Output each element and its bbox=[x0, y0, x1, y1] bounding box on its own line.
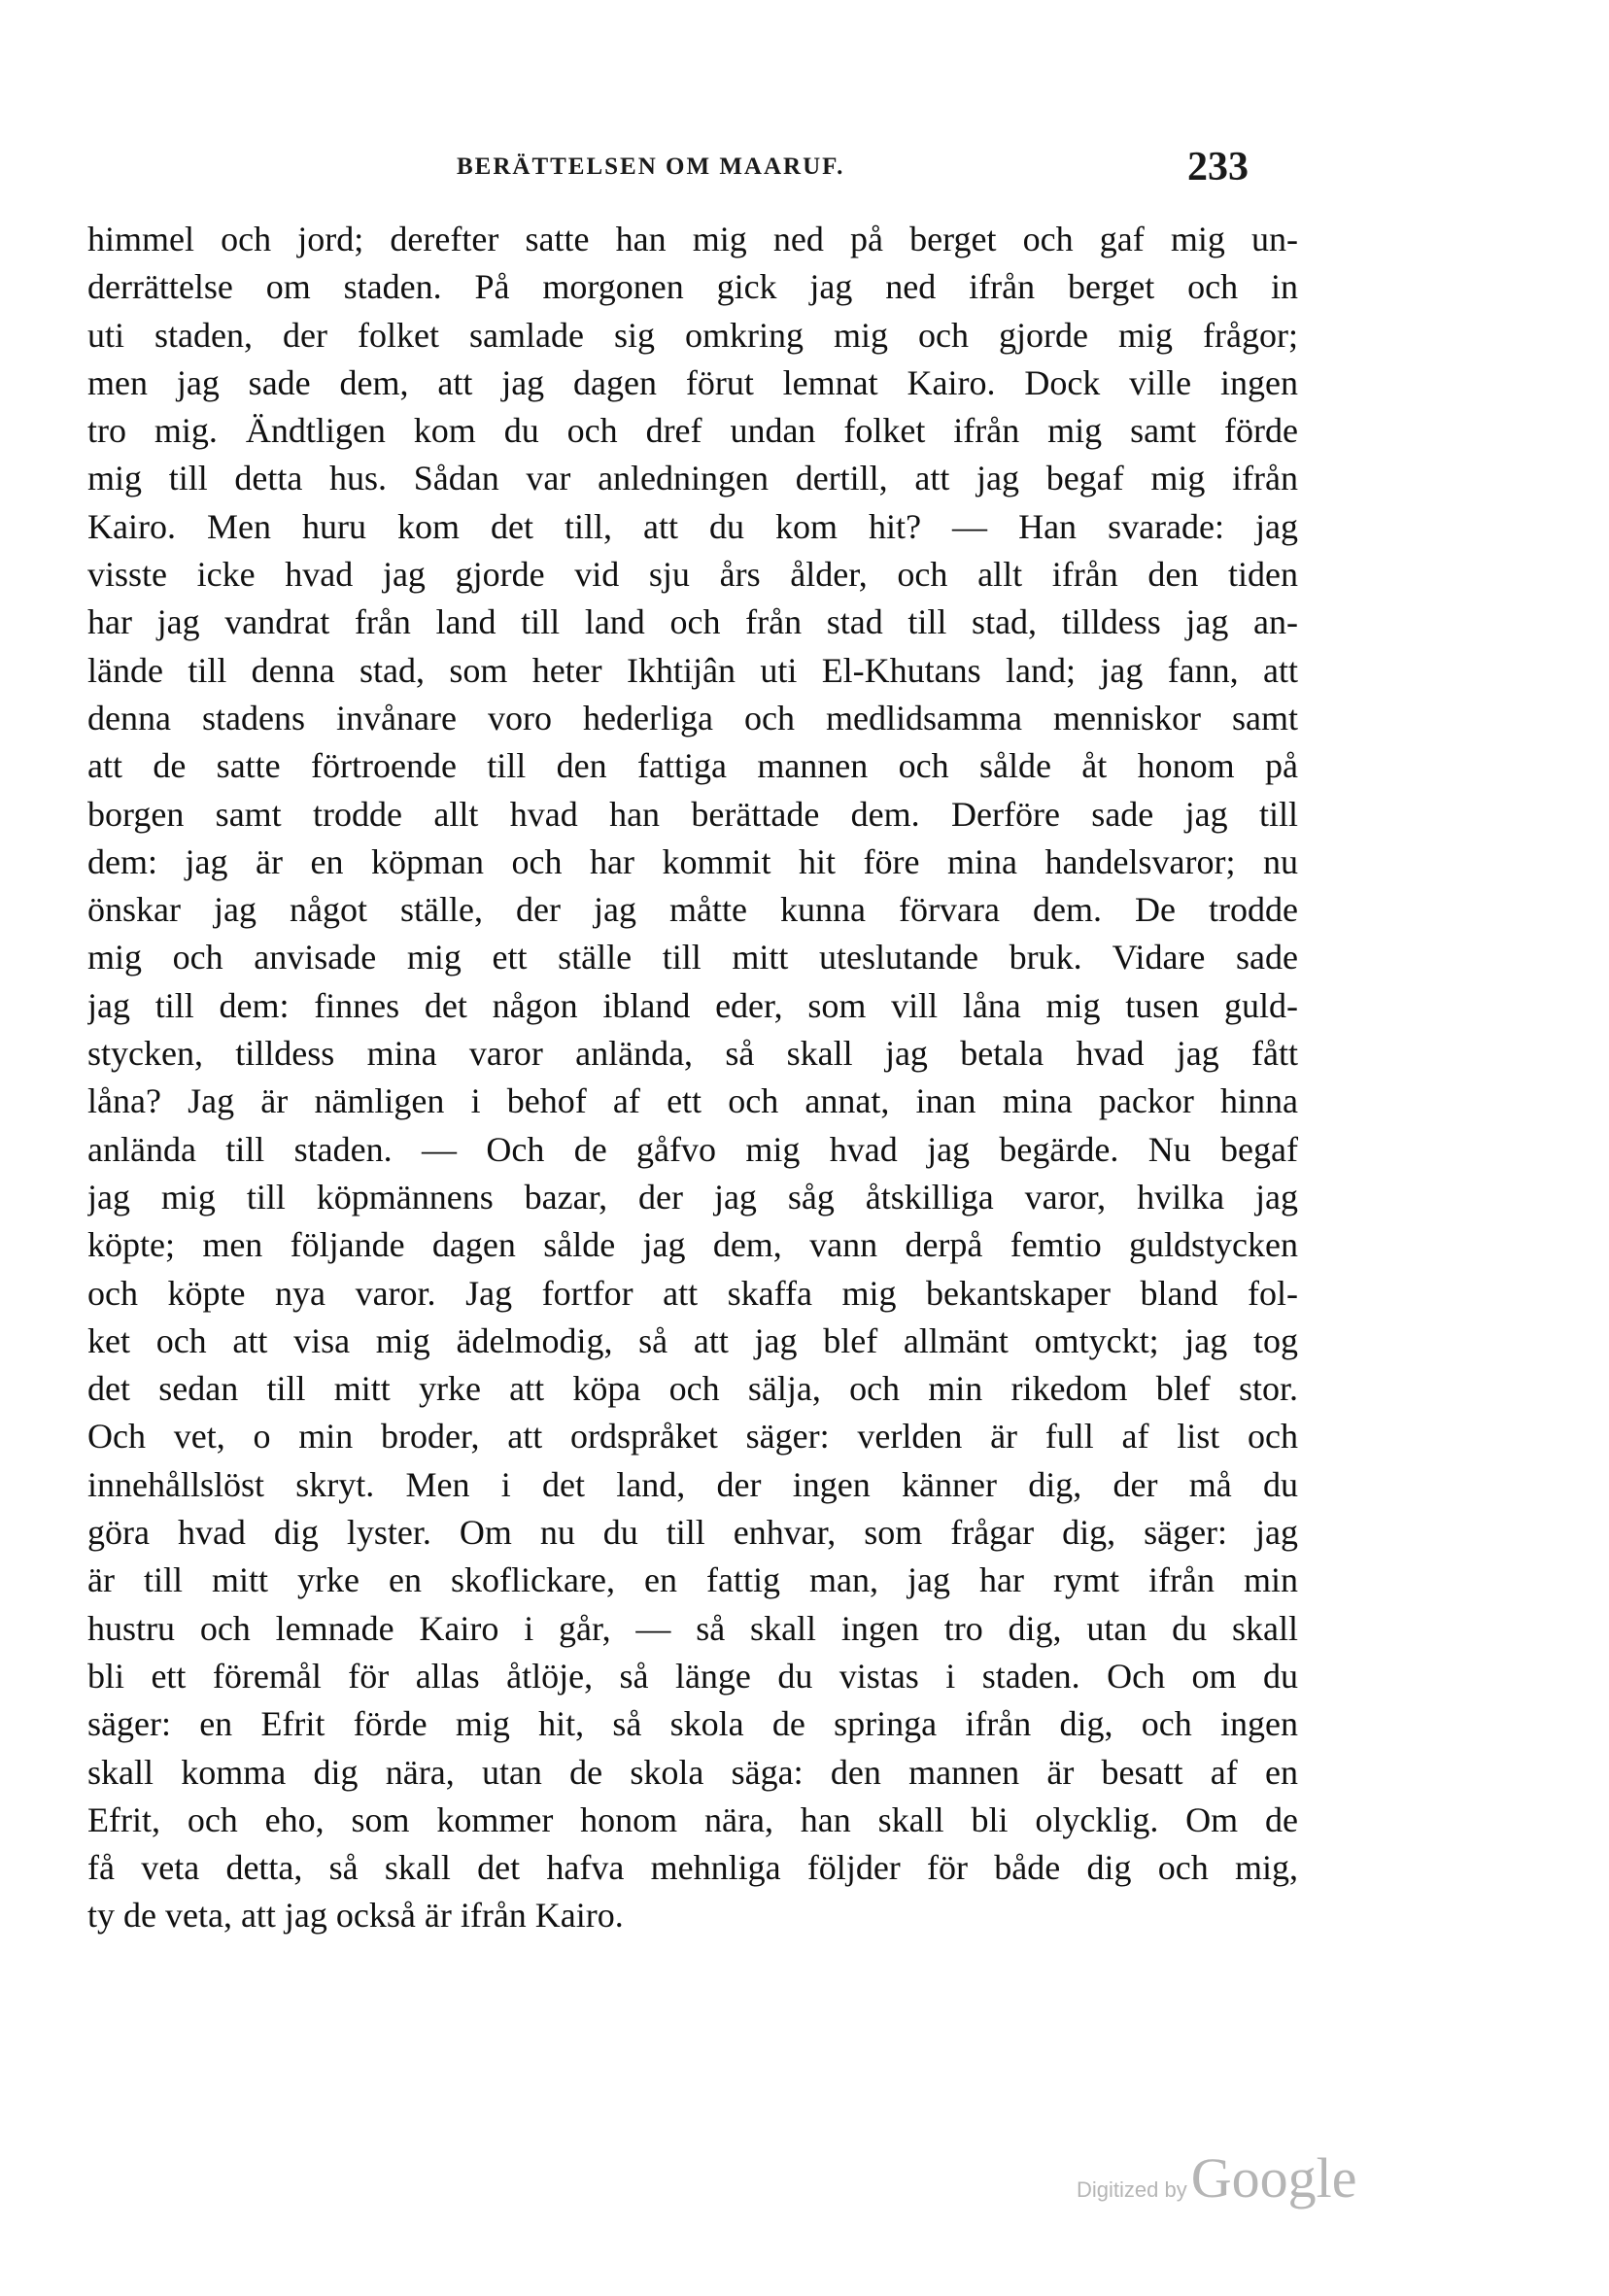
text-line: bli ett föremål för allas åtlöje, så länge du vistas i staden. Och om du bbox=[87, 1656, 1298, 1696]
text-line: skall komma dig nära, utan de skola säga: den mannen är besatt af en bbox=[87, 1752, 1298, 1792]
text-line: att de satte förtroende till den fattiga mannen och sålde åt honom på bbox=[87, 746, 1298, 786]
digitized-by-watermark bbox=[1077, 2145, 1356, 2210]
text-line: önskar jag något ställe, der jag måtte kunna förvara dem. De trodde bbox=[87, 890, 1298, 930]
running-title: BERÄTTELSEN OM MAARUF. bbox=[457, 154, 845, 180]
text-line: Kairo. Men huru kom det till, att du kom hit? — Han svarade: jag bbox=[87, 506, 1298, 546]
text-line: säger: en Efrit förde mig hit, så skola de springa ifrån dig, och ingen bbox=[87, 1704, 1298, 1744]
watermark-brand: Google bbox=[1190, 2146, 1357, 2210]
text-line: få veta detta, så skall det hafva mehnliga följder för både dig och mig, bbox=[87, 1848, 1298, 1888]
text-line: Och vet, o min broder, att ordspråket säger: verlden är full af list och bbox=[87, 1417, 1298, 1456]
page-number: 233 bbox=[1187, 145, 1249, 189]
text-line: köpte; men följande dagen sålde jag dem, vann derpå femtio guldstycken bbox=[87, 1225, 1298, 1265]
text-line: har jag vandrat från land till land och från stad till stad, tilldess jag an- bbox=[87, 602, 1298, 642]
text-line: visste icke hvad jag gjorde vid sju års ålder, och allt ifrån den tiden bbox=[87, 555, 1298, 595]
text-line: göra hvad dig lyster. Om nu du till enhvar, som frågar dig, säger: jag bbox=[87, 1513, 1298, 1553]
text-line: uti staden, der folket samlade sig omkring mig och gjorde mig frågor; bbox=[87, 315, 1298, 355]
text-line: men jag sade dem, att jag dagen förut lemnat Kairo. Dock ville ingen bbox=[87, 362, 1298, 402]
text-line: borgen samt trodde allt hvad han berättade dem. Derföre sade jag till bbox=[87, 794, 1298, 834]
text-line: anlända till staden. — Och de gåfvo mig hvad jag begärde. Nu begaf bbox=[87, 1129, 1298, 1169]
text-line: himmel och jord; derefter satte han mig ned på berget och gaf mig un- bbox=[87, 220, 1298, 258]
body-text bbox=[87, 216, 1298, 1940]
text-line: låna? Jag är nämligen i behof af ett och annat, inan mina packor hinna bbox=[87, 1081, 1298, 1121]
text-line: stycken, tilldess mina varor anlända, så skall jag betala hvad jag fått bbox=[87, 1034, 1298, 1074]
text-line: lände till denna stad, som heter Ikhtijân uti El-Khutans land; jag fann, att bbox=[87, 650, 1298, 690]
text-line: denna stadens invånare voro hederliga och medlidsamma menniskor samt bbox=[87, 698, 1298, 737]
text-line: ket och att visa mig ädelmodig, så att jag blef allmänt omtyckt; jag tog bbox=[87, 1320, 1298, 1360]
watermark-prefix: Digitized by bbox=[1077, 2177, 1187, 2202]
text-line: ty de veta, att jag också är ifrån Kairo. bbox=[87, 1896, 624, 1936]
text-line: jag mig till köpmännens bazar, der jag såg åtskilliga varor, hvilka jag bbox=[87, 1177, 1298, 1217]
text-line: tro mig. Ändtligen kom du och dref undan folket ifrån mig samt förde bbox=[87, 411, 1298, 451]
text-line: mig till detta hus. Sådan var anledningen dertill, att jag begaf mig ifrån bbox=[87, 459, 1298, 498]
text-line: och köpte nya varor. Jag fortfor att skaffa mig bekantskaper bland fol- bbox=[87, 1273, 1298, 1313]
text-line: Efrit, och eho, som kommer honom nära, han skall bli olycklig. Om de bbox=[87, 1799, 1298, 1839]
text-line: innehållslöst skryt. Men i det land, der ingen känner dig, der må du bbox=[87, 1464, 1298, 1504]
text-line: mig och anvisade mig ett ställe till mitt uteslutande bruk. Vidare sade bbox=[87, 938, 1298, 977]
text-line: jag till dem: finnes det någon ibland eder, som vill låna mig tusen guld- bbox=[87, 985, 1298, 1025]
text-line: dem: jag är en köpman och har kommit hit före mina handelsvaror; nu bbox=[87, 841, 1298, 881]
text-line: derrättelse om staden. På morgonen gick jag ned ifrån berget och in bbox=[87, 267, 1298, 307]
text-line: hustru och lemnade Kairo i går, — så skall ingen tro dig, utan du skall bbox=[87, 1608, 1298, 1648]
text-line: det sedan till mitt yrke att köpa och sälja, och min rikedom blef stor. bbox=[87, 1369, 1298, 1409]
text-line: är till mitt yrke en skoflickare, en fattig man, jag har rymt ifrån min bbox=[87, 1560, 1298, 1600]
